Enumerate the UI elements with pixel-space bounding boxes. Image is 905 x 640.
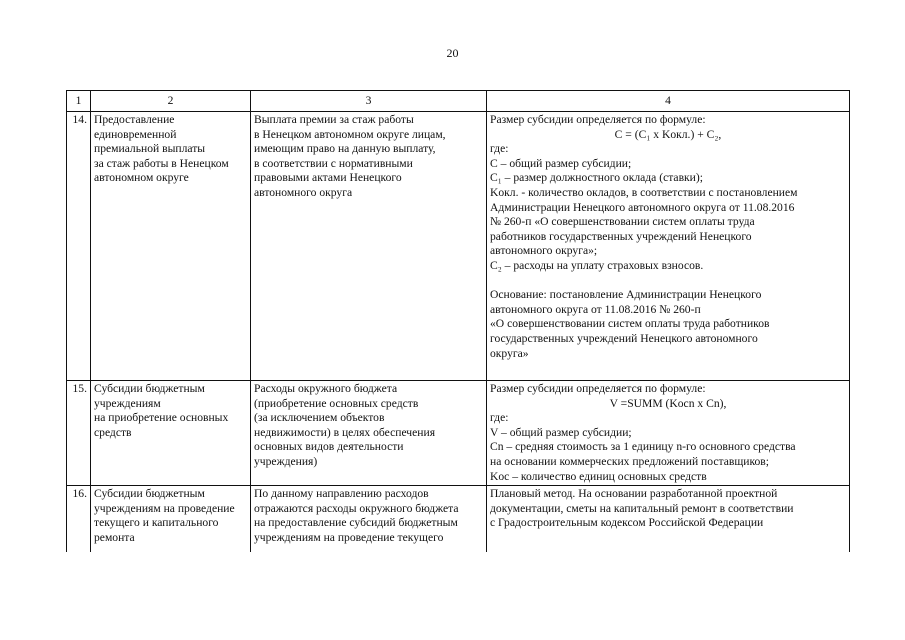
calculation-method: Размер субсидии определяется по формуле: V =SUMM (Kocn x Cn), где: V – общий размер субсидии; Cn – средняя стоимость за 1 единицу n-го основного средства на основании коммерческих предложений поставщиков; Koc – количество единиц основных средств	[487, 381, 850, 486]
header-cell-3: 3	[251, 91, 487, 112]
table-row	[67, 112, 850, 381]
table-header-row	[67, 91, 850, 112]
item-name: Субсидии бюджетным учреждениям на приобретение основных средств	[91, 381, 251, 486]
item-name: Предоставление единовременной премиальной выплаты за стаж работы в Ненецком автономном округе	[91, 112, 251, 381]
row-number: 16.	[67, 486, 91, 553]
header-cell-2: 2	[91, 91, 251, 112]
row-number: 15.	[67, 381, 91, 486]
formula: C = (C₁ x Kокл.) + C₂,	[614, 127, 722, 141]
header-cell-1: 1	[67, 91, 91, 112]
item-description: Расходы окружного бюджета (приобретение основных средств (за исключением объектов недвижимости) в целях обеспечения основных видов деятельности учреждения)	[251, 381, 487, 486]
calculation-method: Размер субсидии определяется по формуле: C = (C₁ x Kокл.) + C₂, где: C – общий размер субсидии; C₁ – размер должностного оклада (ставки); Kокл. - количество окладов, в соответствии с постановлением Администрации Ненецкого автономного округа от 11.08.2016 № 260-п «О совершенствовании систем оплаты труда работников государственных учреждений Ненецкого автономного округа»; C₂ – расходы на уплату страховых взносов. Основание: постановление Администрации Ненецкого автономного округа от 11.08.2016 № 260-п «О совершенствовании систем оплаты труда работников государственных учреждений Ненецкого автономного округа»	[487, 112, 850, 381]
page-number: 20	[446, 46, 459, 60]
item-description: Выплата премии за стаж работы в Ненецком автономном округе лицам, имеющим право на данную выплату, в соответствии с нормативными правовыми актами Ненецкого автономного округа	[251, 112, 487, 381]
table-row	[67, 486, 850, 553]
subsidy-table	[66, 90, 850, 552]
item-name: Субсидии бюджетным учреждениям на проведение текущего и капитального ремонта	[91, 486, 251, 553]
header-cell-4: 4	[487, 91, 850, 112]
calculation-method: Плановый метод. На основании разработанной проектной документации, сметы на капитальный ремонт в соответствии с Градостроительным кодексом Российской Федерации	[487, 486, 850, 553]
formula: V =SUMM (Kocn x Cn),	[609, 396, 727, 410]
item-description: По данному направлению расходов отражаются расходы окружного бюджета на предоставление субсидий бюджетным учреждениям на проведение текущего	[251, 486, 487, 553]
table-row	[67, 381, 850, 486]
row-number: 14.	[67, 112, 91, 381]
